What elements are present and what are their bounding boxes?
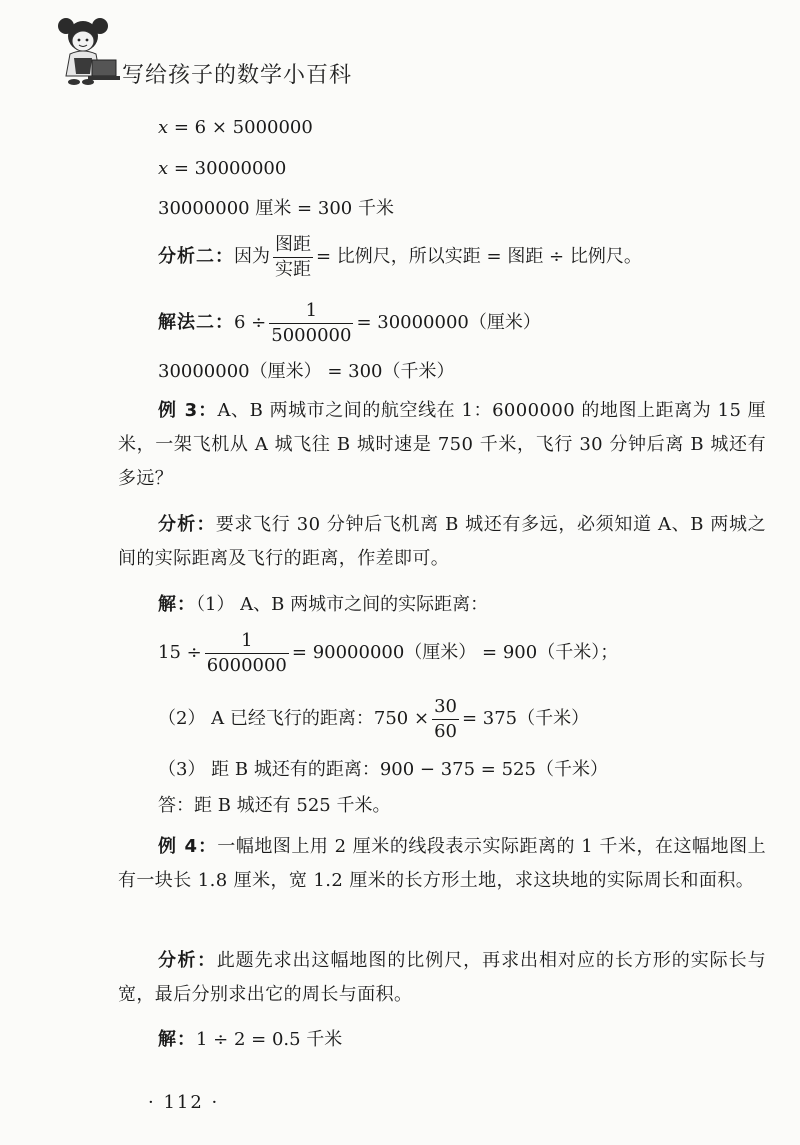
solution-four-text: 1 ÷ 2 = 0.5 千米 — [196, 1029, 343, 1050]
fraction-denominator: 实距 — [275, 258, 311, 280]
solution-three-step1 — [158, 591, 488, 619]
variable-x: x — [158, 158, 169, 179]
analysis-two-label: 分析二： — [158, 246, 234, 267]
solution-label: 解： — [158, 594, 196, 615]
example-four-text: 一幅地图上用 2 厘米的线段表示实际距离的 1 千米，在这幅地图上有一块长 1.8 厘米，宽 1.2 厘米的长方形土地，求这块地的实际周长和面积。 — [118, 836, 766, 891]
fraction-numerator: 1 — [269, 302, 353, 324]
step1-text: （1） A、B 两城市之间的实际距离： — [196, 594, 489, 615]
equation-expr: = 30000000 — [168, 158, 287, 179]
example-three — [118, 394, 766, 496]
example-three-text: A、B 两城市之间的航空线在 1：6000000 的地图上距离为 15 厘米，一架飞机从 A 城飞往 B 城时速是 750 千米，飞行 30 分钟后离 B 城还有多远？ — [118, 400, 766, 489]
variable-x: x — [158, 117, 169, 138]
answer-three: 答：距 B 城还有 525 千米。 — [158, 795, 391, 816]
example-three-label: 例 3： — [158, 400, 218, 421]
fraction-numerator: 30 — [432, 698, 459, 720]
equation-line-1 — [158, 114, 313, 142]
analysis-four — [118, 944, 766, 1012]
solution-two-pre: 6 ÷ — [234, 312, 267, 333]
conversion-line: 30000000 厘米 = 300 千米 — [158, 198, 394, 219]
analysis-three — [118, 508, 766, 576]
solution-two-post: = 30000000（厘米） — [356, 312, 541, 333]
analysis-three-text: 要求飞行 30 分钟后飞机离 B 城还有多远，必须知道 A、B 两城之间的实际距离及飞行的距离，作差即可。 — [118, 514, 767, 569]
solution-three-step2 — [158, 696, 589, 742]
example-four — [118, 830, 766, 898]
analysis-four-label: 分析： — [158, 950, 217, 971]
example-four-label: 例 4： — [158, 836, 218, 857]
scale-fraction — [269, 299, 353, 346]
calc-post: = 90000000（厘米） = 900（千米）； — [291, 642, 619, 663]
calc-distance — [158, 630, 618, 676]
step2-post: = 375（千米） — [461, 708, 590, 729]
analysis-two-post: = 比例尺，所以实距 = 图距 ÷ 比例尺。 — [316, 246, 642, 267]
solution-three-step3: （3） 距 B 城还有的距离：900 − 375 = 525（千米） — [158, 759, 608, 780]
equation-line-2 — [158, 155, 286, 183]
step2-pre: （2） A 已经飞行的距离：750 × — [158, 708, 430, 729]
page-number: · 112 · — [148, 1092, 220, 1113]
fraction-numerator: 1 — [205, 632, 289, 654]
girl-mascot-icon — [52, 14, 122, 90]
fraction-denominator: 5000000 — [271, 324, 352, 346]
analysis-two — [158, 234, 642, 280]
calc-pre: 15 ÷ — [158, 642, 202, 663]
time-fraction — [432, 695, 459, 742]
analysis-three-label: 分析： — [158, 514, 216, 535]
book-title: 写给孩子的数学小百科 — [122, 63, 353, 88]
scale-fraction — [205, 629, 289, 676]
analysis-two-pre: 因为 — [234, 246, 270, 267]
equation-expr: = 6 × 5000000 — [168, 117, 313, 138]
map-ratio-fraction — [273, 233, 313, 280]
solution-two — [158, 300, 541, 346]
solution-two-label: 解法二： — [158, 312, 234, 333]
analysis-four-text: 此题先求出这幅地图的比例尺，再求出相对应的长方形的实际长与宽，最后分别求出它的周长与面积。 — [118, 950, 766, 1005]
fraction-numerator: 图距 — [273, 236, 313, 258]
result-line: 30000000（厘米） = 300（千米） — [158, 361, 455, 382]
fraction-denominator: 60 — [434, 720, 457, 742]
solution-four — [158, 1026, 342, 1054]
fraction-denominator: 6000000 — [206, 654, 287, 676]
solution-label: 解： — [158, 1029, 196, 1050]
